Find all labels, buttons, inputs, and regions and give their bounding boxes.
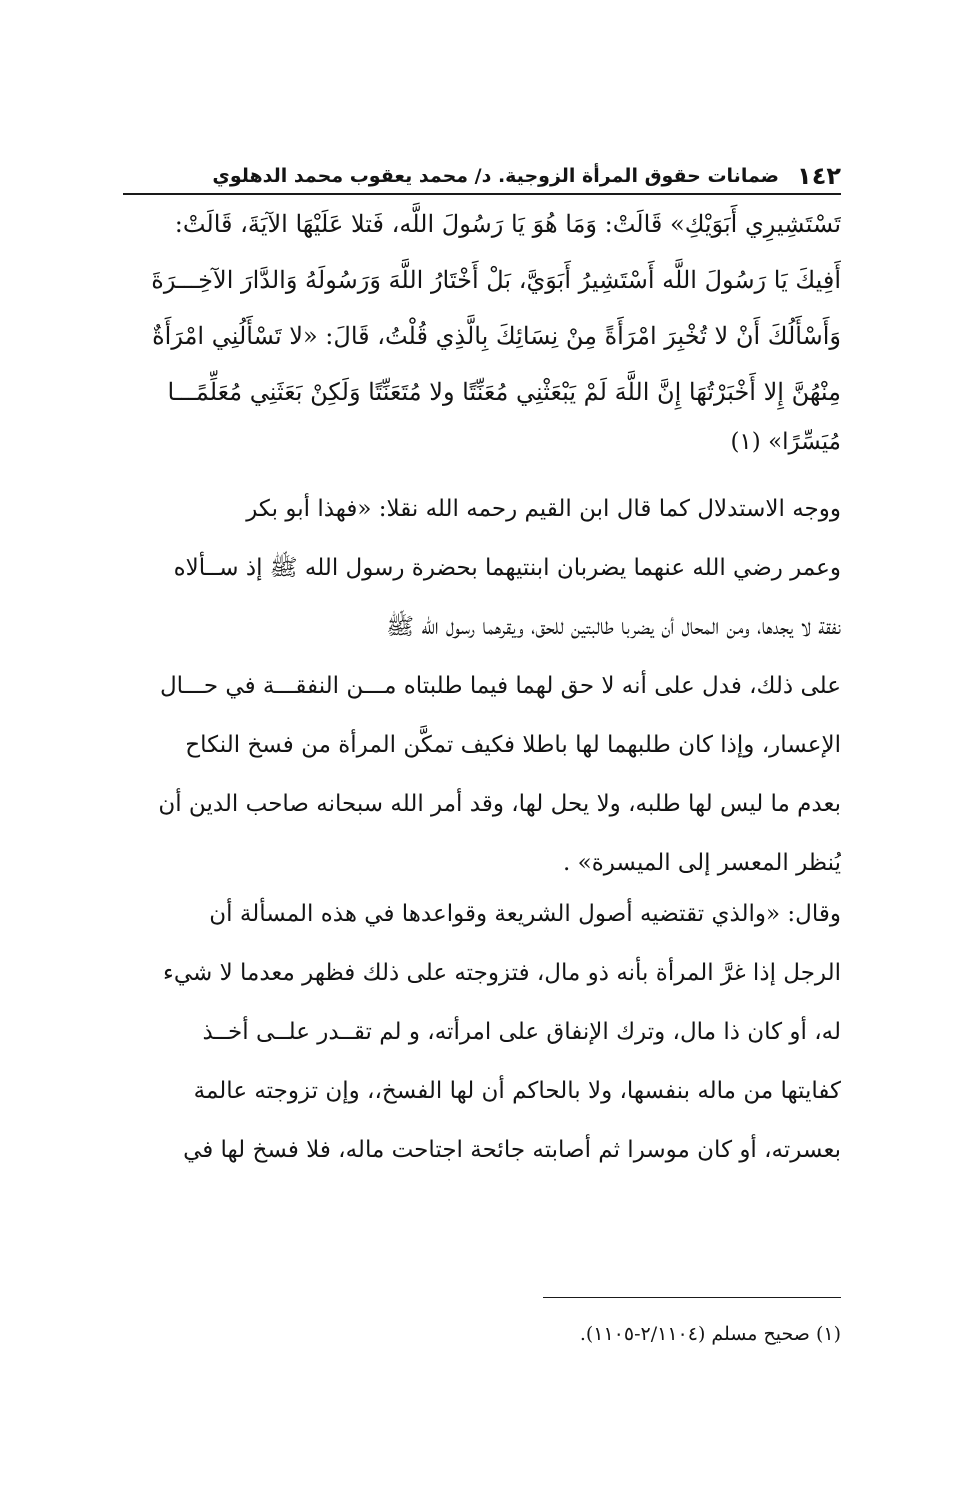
hadith-line: مُيَسِّرًا» (١) <box>730 429 841 455</box>
paragraph-2 <box>123 885 841 1180</box>
paragraph-line: نفقة لا يجدها، ومن المحال أن يضربا طالبتين للحق، ويقرهما رسول الله ﷺ <box>386 614 841 640</box>
hadith-quote <box>123 196 841 464</box>
paragraph-line: وعمر رضي الله عنهما يضربان ابنتيهما بحضرة رسول الله ﷺ إذ ســألاه <box>173 555 841 581</box>
paragraph-line: يُنظر المعسر إلى الميسرة» . <box>563 850 841 876</box>
running-title: ضمانات حقوق المرأة الزوجية. د/ محمد يعقوب محمد الدهلوي <box>212 165 780 187</box>
footnote-divider <box>543 1297 841 1298</box>
hadith-line: وَأَسْأَلُكَ أَنْ لا تُخْبِرَ امْرَأَةً مِنْ نِسَائِكَ بِالَّذِي قُلْتُ، قَالَ: «لا تَسْأَلُنِي امْرَأَةٌ <box>152 322 841 350</box>
paragraph-line: الإعسار، وإذا كان طلبهما لها باطلا فكيف تمكَّن المرأة من فسخ النكاح <box>185 732 841 758</box>
hadith-line: تَسْتَشِيرِي أَبَوَيْكِ» قَالَتْ: وَمَا هُوَ يَا رَسُولَ اللَّه، فَتلا عَلَيْهَا الآيَةَ، قَالَتْ: <box>174 210 841 238</box>
paragraph-1 <box>123 480 841 893</box>
paragraph-line: ووجه الاستدلال كما قال ابن القيم رحمه الله نقلا: «فهذا أبو بكر <box>246 496 841 522</box>
footnote: (١) صحيح مسلم (٢/١١٠٤-١١٠٥). <box>579 1323 841 1345</box>
page-header <box>123 160 841 190</box>
paragraph-line: على ذلك، فدل على أنه لا حق لهما فيما طلبتاه مـــن النفقـــة في حـــال <box>159 673 841 699</box>
header-divider <box>123 193 841 195</box>
paragraph-line: الرجل إذا غرَّ المرأة بأنه ذو مال، فتزوجته على ذلك فظهر معدما لا شيء <box>163 960 841 986</box>
paragraph-line: له، أو كان ذا مال، وترك الإنفاق على امرأته، و لم تقــدر علــى أخــذ <box>202 1019 841 1045</box>
paragraph-line: وقال: «والذي تقتضيه أصول الشريعة وقواعدها في هذه المسألة أن <box>209 901 841 927</box>
page-number: ١٤٢ <box>797 162 841 190</box>
paragraph-line: بعسرته، أو كان موسرا ثم أصابته جائحة اجتاحت ماله، فلا فسخ لها في <box>183 1137 841 1163</box>
hadith-line: أَفِيكَ يَا رَسُولَ اللَّه أَسْتَشِيرُ أَبَوَيَّ، بَلْ أَخْتَارُ اللَّهَ وَرَسُولَهُ وَالدَّارَ الآخِـــرَةَ <box>151 266 841 294</box>
hadith-line: مِنْهُنَّ إِلا أَخْبَرْتُهَا إِنَّ اللَّهَ لَمْ يَبْعَثْنِي مُعَنِّتًا ولا مُتَعَنِّتًا وَلَكِنْ بَعَثَنِي مُعَلِّمًـــا <box>167 378 841 406</box>
paragraph-line: بعدم ما ليس لها طلبه، ولا يحل لها، وقد أمر الله سبحانه صاحب الدين أن <box>158 791 841 817</box>
paragraph-line: كفايتها من ماله بنفسها، ولا بالحاكم أن لها الفسخ،، وإن تزوجته عالمة <box>193 1078 841 1104</box>
